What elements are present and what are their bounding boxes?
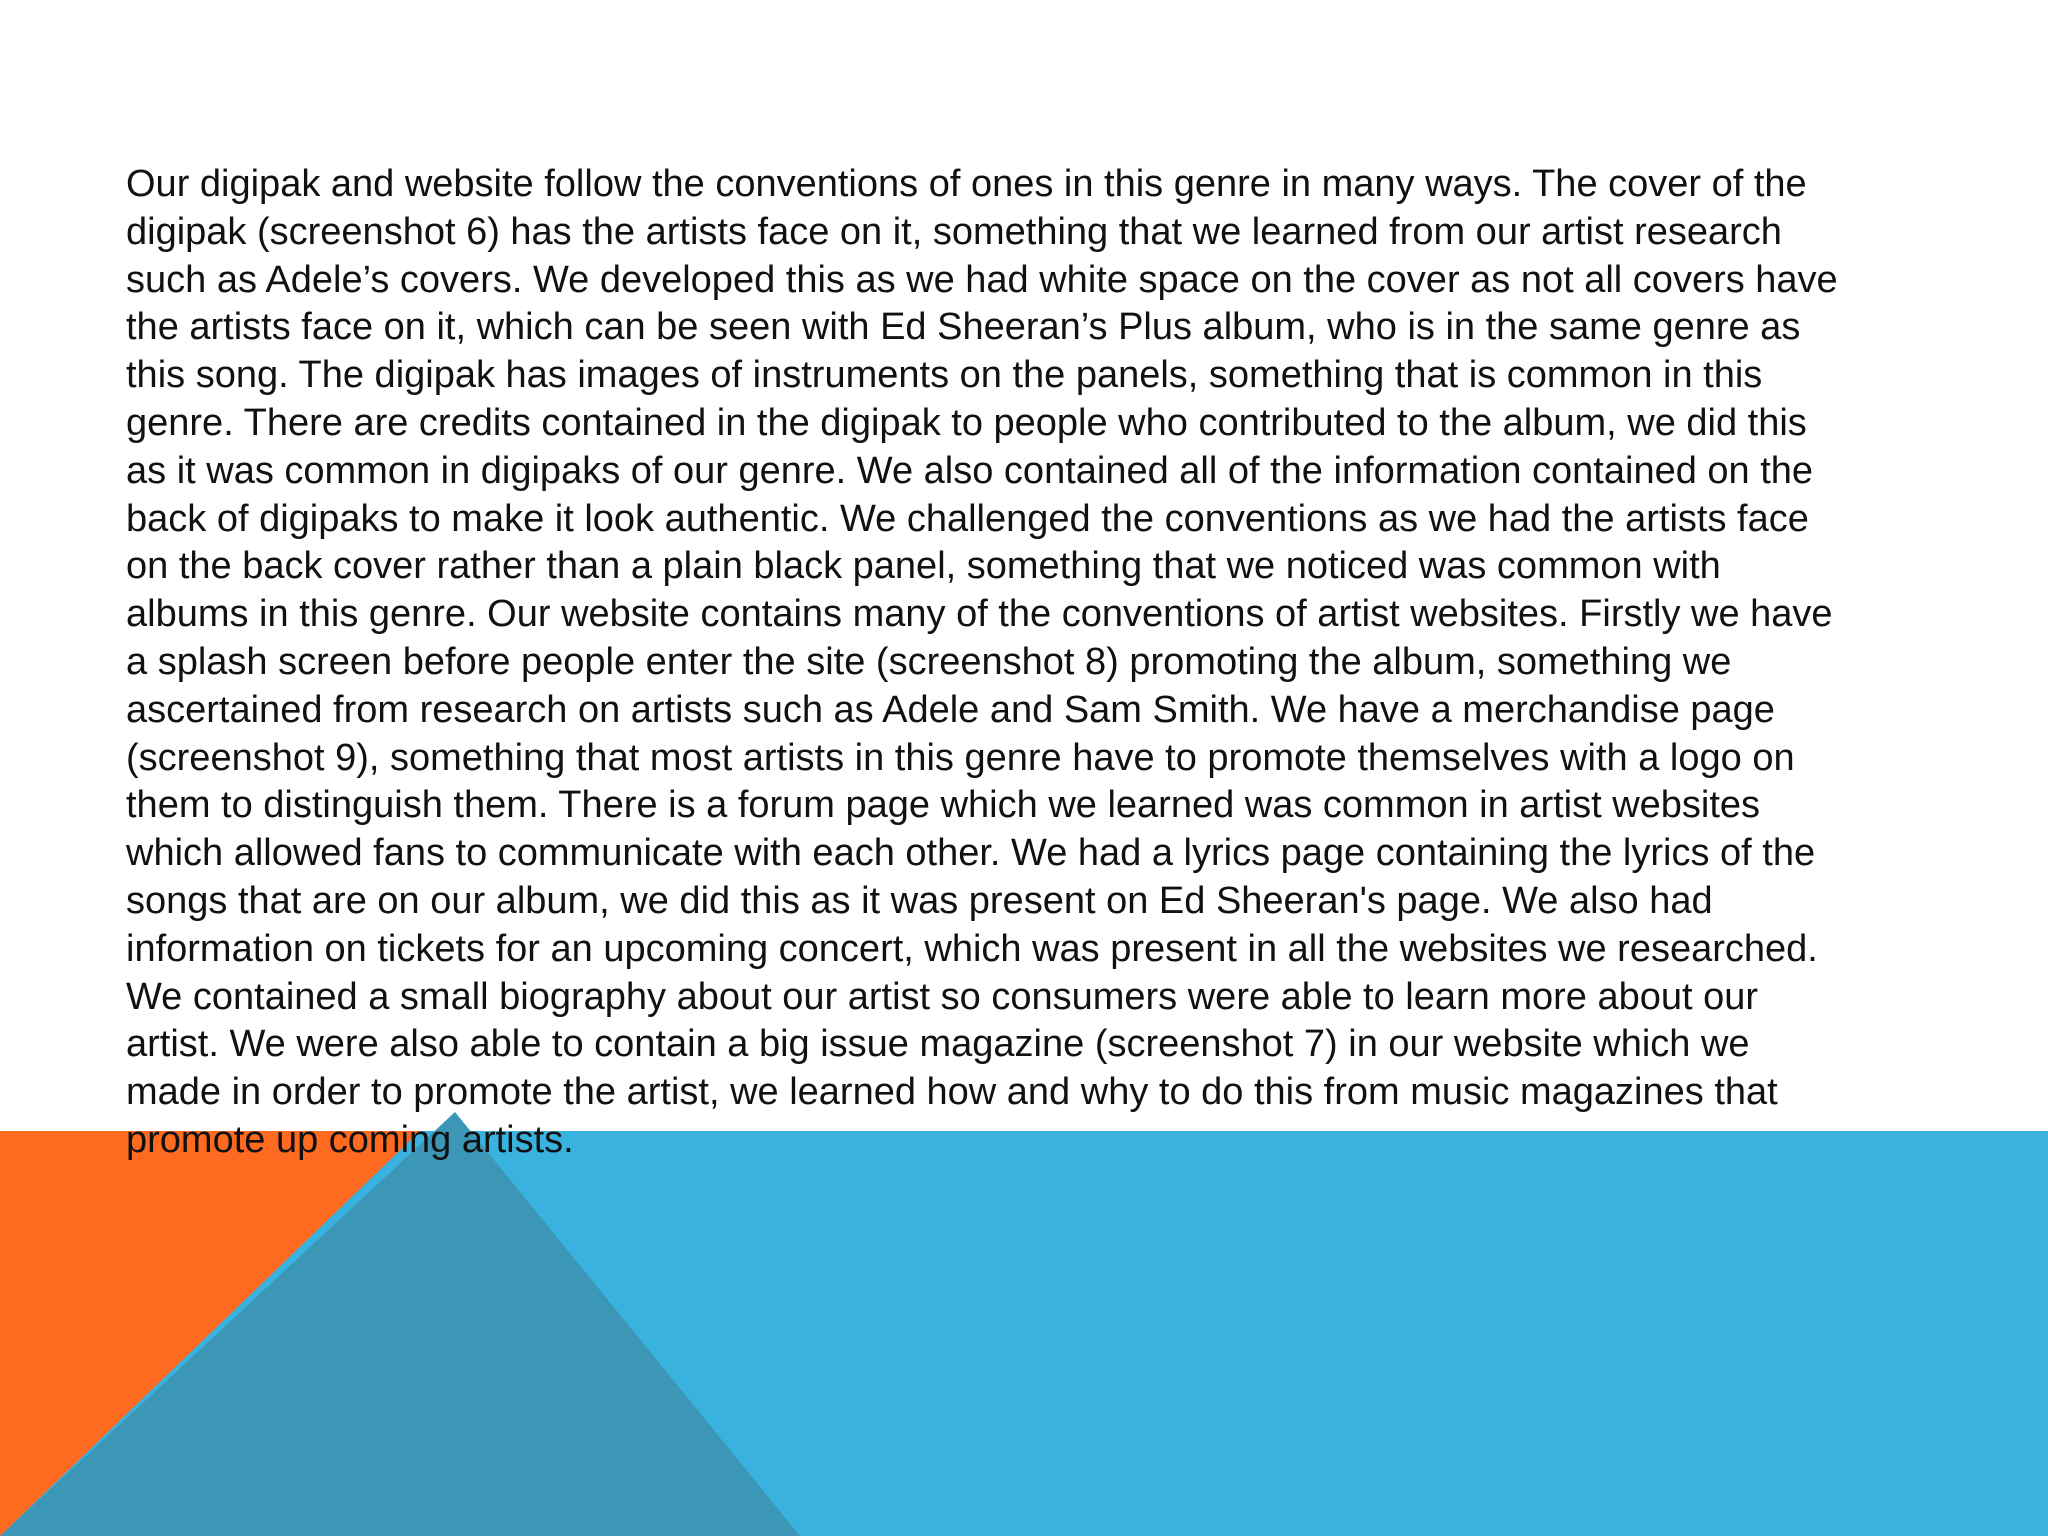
body-line: back of digipaks to make it look authentic. We challenged the conventions as we had the artists face: [126, 497, 1809, 540]
body-line: which allowed fans to communicate with each other. We had a lyrics page containing the lyrics of the: [126, 832, 1816, 875]
body-line: such as Adele’s covers. We developed this as we had white space on the cover as not all covers have: [126, 258, 1838, 301]
body-line: artist. We were also able to contain a big issue magazine (screenshot 7) in our website which we: [126, 1023, 1750, 1066]
body-line: Our digipak and website follow the conventions of ones in this genre in many ways. The cover of the: [126, 163, 1807, 205]
body-text: [126, 161, 1926, 1165]
body-line: (screenshot 9), something that most artists in this genre have to promote themselves with a logo on: [126, 736, 1795, 779]
body-line: made in order to promote the artist, we learned how and why to do this from music magazines that: [126, 1071, 1778, 1114]
body-line: digipak (screenshot 6) has the artists face on it, something that we learned from our artist research: [126, 210, 1782, 253]
body-line: a splash screen before people enter the site (screenshot 8) promoting the album, something we: [126, 640, 1732, 683]
body-line: the artists face on it, which can be seen with Ed Sheeran’s Plus album, who is in the same genre as: [126, 306, 1801, 349]
body-line: on the back cover rather than a plain black panel, something that we noticed was common with: [126, 545, 1721, 588]
body-line: albums in this genre. Our website contains many of the conventions of artist websites. Firstly we have: [126, 593, 1833, 636]
body-line: songs that are on our album, we did this as it was present on Ed Sheeran's page. We also had: [126, 879, 1713, 922]
body-line: as it was common in digipaks of our genre. We also contained all of the information contained on the: [126, 449, 1814, 492]
body-line: promote up coming artists.: [126, 1118, 574, 1161]
body-line: genre. There are credits contained in the digipak to people who contributed to the album, we did this: [126, 401, 1807, 444]
body-line: information on tickets for an upcoming concert, which was present in all the websites we researched.: [126, 927, 1818, 970]
body-line: this song. The digipak has images of instruments on the panels, something that is common in this: [126, 354, 1763, 397]
body-line: them to distinguish them. There is a forum page which we learned was common in artist websites: [126, 784, 1761, 827]
body-line: We contained a small biography about our artist so consumers were able to learn more about our: [126, 975, 1759, 1018]
body-line: ascertained from research on artists such as Adele and Sam Smith. We have a merchandise page: [126, 688, 1775, 731]
